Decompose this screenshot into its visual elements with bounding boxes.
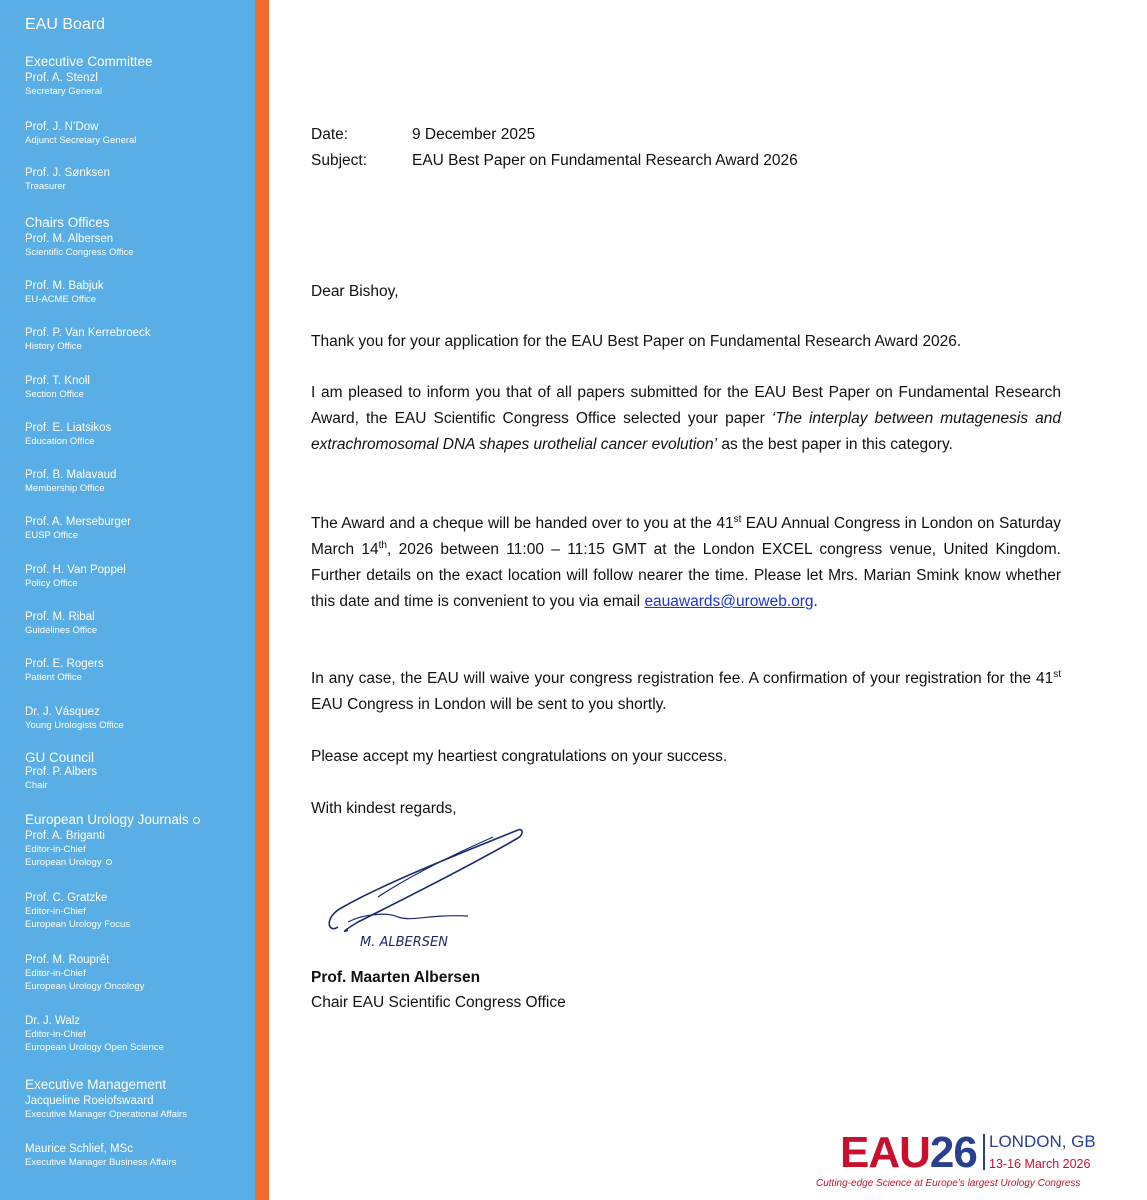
board-member: Prof. A. Briganti Editor-in-Chief European Urology — [25, 829, 112, 869]
board-member: Prof. B. Malavaud Membership Office — [25, 469, 117, 494]
board-member: Prof. E. Liatsikos Education Office — [25, 422, 112, 447]
board-member: Prof. J. N’Dow Adjunct Secretary General — [25, 121, 137, 146]
board-member: Dr. J. Vásquez Young Urologists Office — [25, 706, 124, 731]
logo-dates: 13-16 March 2026 — [989, 1157, 1091, 1171]
board-member: Prof. M. Rouprêt Editor-in-Chief European Urology Oncology — [25, 954, 145, 992]
board-member: Prof. E. Rogers Patient Office — [25, 658, 104, 683]
date-row — [311, 126, 535, 144]
board-sidebar — [0, 0, 255, 1200]
closing: With kindest regards, — [311, 800, 457, 817]
date-label: Date: — [311, 126, 349, 143]
paragraph-2: I am pleased to inform you that of all papers submitted for the EAU Best Paper on Fundamental Research Award, the EAU Scientific Congress Office selected your paper ‘The interplay between mutagenesis and extrachromosomal DNA shapes urothelial cancer evolution’ as the best paper in this category. — [311, 384, 1062, 453]
registered-icon — [193, 817, 200, 824]
logo-city: LONDON, GB — [989, 1132, 1096, 1151]
paragraph-1: Thank you for your application for the EAU Best Paper on Fundamental Research Award 2026. — [311, 333, 962, 350]
handwritten-signature — [318, 822, 548, 952]
subject-label: Subject: — [311, 152, 368, 169]
paragraph-4: In any case, the EAU will waive your congress registration fee. A confirmation of your registration for the 41st EAU Congress in London will be sent to you shortly. — [311, 668, 1061, 713]
subject-value: EAU Best Paper on Fundamental Research Award 2026 — [412, 152, 798, 169]
board-member: Prof. C. Gratzke Editor-in-Chief European Urology Focus — [25, 892, 131, 930]
board-member: Prof. H. Van Poppel Policy Office — [25, 564, 126, 589]
board-member: Prof. T. Knoll Section Office — [25, 375, 90, 400]
paragraph-5: Please accept my heartiest congratulations on your success. — [311, 748, 728, 765]
board-member: Prof. P. Van Kerrebroeck History Office — [25, 327, 151, 352]
salutation: Dear Bishoy, — [311, 283, 399, 300]
board-member: Dr. J. Walz Editor-in-Chief European Urology Open Science — [25, 1015, 164, 1053]
section-journals: European Urology Journals — [25, 812, 200, 827]
subject-row — [311, 152, 798, 170]
section-gu-council: GU Council — [25, 750, 95, 765]
board-member: Maurice Schlief, MSc Executive Manager Business Affairs — [25, 1143, 177, 1168]
board-member: Jacqueline Roelofswaard Executive Manager Operational Affairs — [25, 1095, 187, 1120]
board-member: Prof. J. Sønksen Treasurer — [25, 167, 111, 192]
section-executive-management: Executive Management — [25, 1077, 167, 1092]
date-value: 9 December 2025 — [412, 126, 536, 143]
board-member: Prof. M. Babjuk EU-ACME Office — [25, 280, 104, 305]
registered-icon — [106, 859, 112, 865]
email-link[interactable]: eauawards@uroweb.org — [644, 593, 814, 610]
orange-stripe — [255, 0, 269, 1200]
signer-name: Prof. Maarten Albersen — [311, 969, 481, 986]
board-member: Prof. M. Albersen Scientific Congress Office — [25, 233, 134, 258]
eau26-logo: EAU26 LONDON, GB 13-16 March 2026 Cutting-edge Science at Europe’s largest Urology Congress — [816, 1128, 1096, 1189]
paragraph-3: The Award and a cheque will be handed over to you at the 41st EAU Annual Congress in London on Saturday March 14th, 2026 between 11:00 – 11:15 GMT at the London EXCEL congress venue, United Kingdom. Further details on the exact location will follow nearer the time. Please let Mrs. Marian Smink know whether this date and time is convenient to you via email eauawards@uroweb.org. — [311, 513, 1061, 610]
paper-title: ‘The interplay between mutagenesis and extrachromosomal DNA shapes urothelial cancer evolution’ — [311, 410, 1062, 453]
section-executive-committee: Executive Committee — [25, 54, 153, 69]
board-member: Prof. M. Ribal Guidelines Office — [25, 611, 98, 636]
section-chairs-offices: Chairs Offices — [25, 215, 110, 230]
signature-text: M. ALBERSEN — [360, 935, 448, 950]
board-member: Prof. A. Merseburger EUSP Office — [25, 516, 132, 541]
logo-tagline: Cutting-edge Science at Europe’s largest Urology Congress — [816, 1178, 1081, 1189]
board-member: Prof. A. Stenzl Secretary General — [25, 72, 103, 97]
board-member: Prof. P. Albers Chair — [25, 766, 98, 791]
signer-title: Chair EAU Scientific Congress Office — [311, 994, 566, 1011]
sidebar-title: EAU Board — [25, 16, 106, 33]
